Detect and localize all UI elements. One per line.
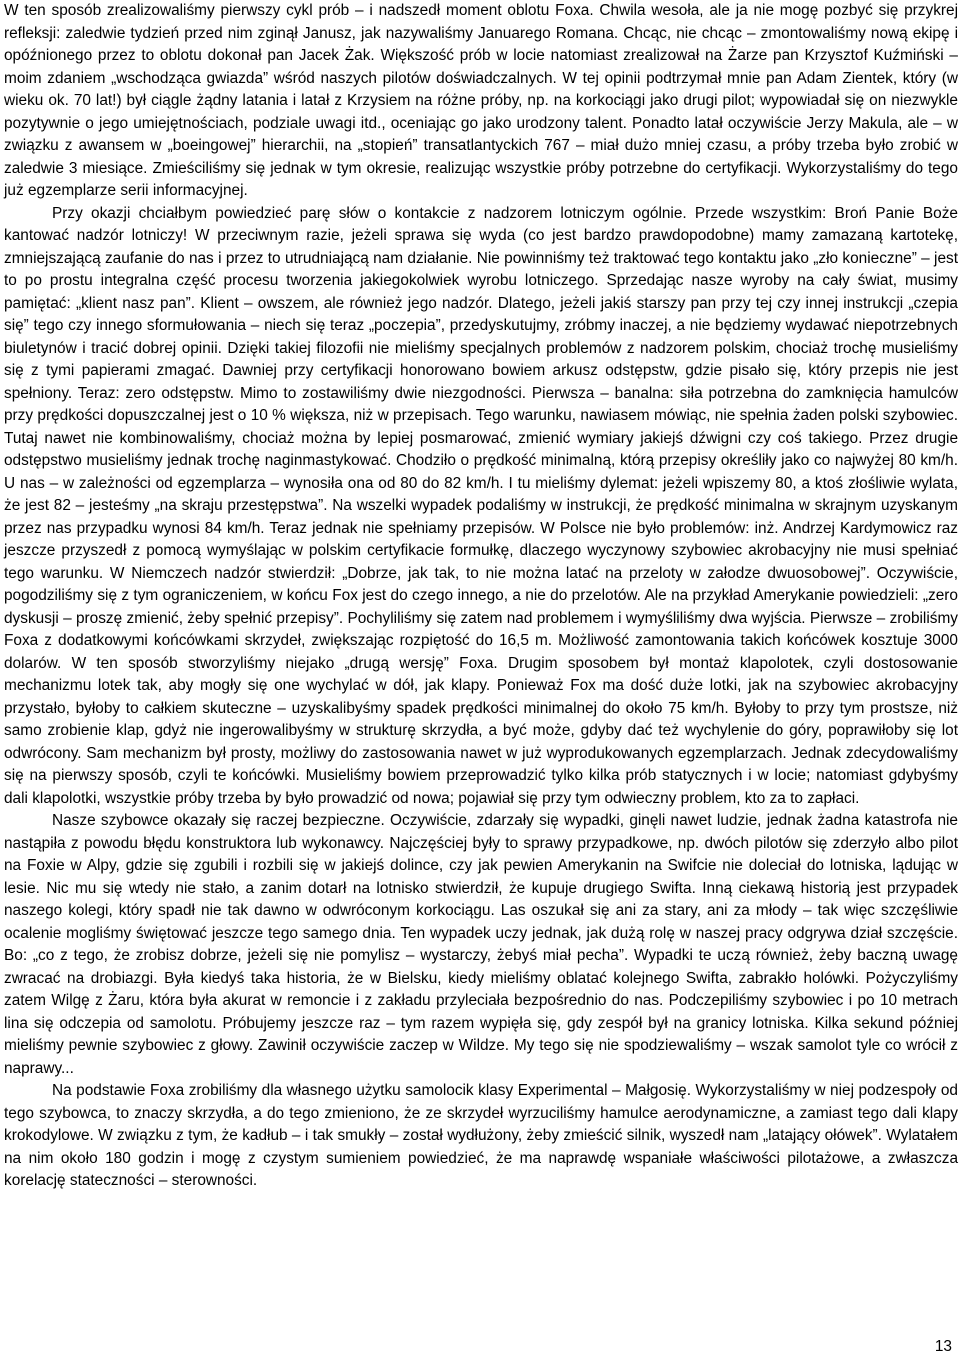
paragraph-3: Nasze szybowce okazały się raczej bezpieczne. Oczywiście, zdarzały się wypadki, ginęli nawet ludzie, jednak żadna katastrofa nie nastąpiła z powodu błędu konstruktora lub wykonawcy. Najczęściej były to sprawy przypadkowe, np. dwóch pilotów się zderzyło albo pilot na Foxie w Alpy, gdzie się zgubili i rozbili się w jakiejś dolince, czy jak pewien Amerykanin na Swifcie nie doleciał do lotniska, lądując w lesie. Nic mu się wtedy nie stało, a zanim dotarł na lotnisko stwierdził, że kupuje drugiego Swifta. Inną ciekawą historią jest przypadek naszego kolegi, który spadł nie tak dawno w odwróconym korkociągu. Las oszukał się ani za stary, ani za młody – tak więc szczęśliwie ocalenie mogliśmy świętować jeszcze tego samego dnia. Ten wypadek uczy jednak, jak dużą rolę w naszej pracy odgrywa dział szczęście. Bo: „co z tego, że zrobisz dobrze, jeżeli się nie pomylisz – wystarczy, żebyś miał pecha”. Wypadki te uczą również, żeby baczną uwagę zwracać na drobiazgi. Była kiedyś taka historia, że w Bielsku, kiedy mieliśmy oblatać kolejnego Swifta, zabrakło holówki. Pożyczyliśmy zatem Wilgę z Żaru, która była akurat w remoncie i z zakładu przyleciała bezpośrednio do nas. Podczepiliśmy szybowiec i po 10 metrach lina się odczepia od samolotu. Próbujemy jeszcze raz – tym razem wypięła się, gdy zespół był na granicy lotniska. Kilka sekund później mieliśmy pewnie szybowiec z głowy. Zawinił oczywiście zaczep w Wildze. My tego się nie spodziewaliśmy – wszak samolot tyle co wrócił z naprawy... [4, 812, 958, 1077]
paragraph-2: Przy okazji chciałbym powiedzieć parę słów o kontakcie z nadzorem lotniczym ogólnie. Przede wszystkim: Broń Panie Boże kantować nadzór lotniczy! W przeciwnym razie, jeżeli sprawa się wyda (co jest bardzo prawdopodobne) mamy zamazaną kartotekę, zmniejszającą zaufanie do nas i przez to utrudniającą nam działanie. Nie powinniśmy też traktować tego kontaktu jako „zło konieczne” – jest to po prostu integralna część procesu tworzenia jakiegokolwiek wyrobu lotniczego. Sprzedając nasze wyroby na cały świat, musimy pamiętać: „klient nasz pan”. Klient – owszem, ale również jego nadzór. Dlatego, jeżeli jakiś starszy pan przy tej czy innej instrukcji „czepia się” tego czy innego sformułowania – niech się teraz „poczepia”, przedyskutujmy, zróbmy inaczej, a nie będziemy wydawać niepotrzebnych biuletynów i tracić dobrej opinii. Dzięki takiej filozofii nie mieliśmy specjalnych problemów z nadzorem polskim, chociaż trochę musieliśmy się z tymi papierami zmagać. Dawniej przy certyfikacji honorowano bowiem arkusz odstępstw, gdzie pisało się, który przepis nie jest spełniony. Teraz: zero odstępstw. Mimo to zostawiliśmy dwie niezgodności. Pierwsza – banalna: siła potrzebna do zamknięcia hamulców przy prędkości dopuszczalnej jest o 10 % większa, niż w przepisach. Tego warunku, nawiasem mówiąc, nie spełnia żaden polski szybowiec. Tutaj nawet nie kombinowaliśmy, chociaż można by lepiej posmarować, zmienić wymiary jakiejś dźwigni czy coś takiego. Przez drugie odstępstwo musieliśmy jednak trochę naginmastykować. Chodziło o prędkość minimalną, którą przepisy określiły jako co najwyżej 80 km/h. U nas – w zależności od egzemplarza – wynosiła ona od 80 do 82 km/h. I tu mieliśmy dylemat: jeżeli wpiszemy 80, a ktoś złośliwie wylata, że jest 82 – jesteśmy „na skraju przestępstwa”. Na wszelki wypadek podaliśmy w instrukcji, że prędkość minimalna w skrajnym uzyskanym przez nas przypadku wynosi 84 km/h. Teraz jednak nie spełniamy przepisów. W Polsce nie było problemów: inż. Andrzej Kardymowicz raz jeszcze przyszedł z pomocą wymyślając w polskim certyfikacie formułkę, dlaczego wyczynowy szybowiec akrobacyjny nie musi spełniać tego warunku. W Niemczech nadzór stwierdził: „Dobrze, jak tak, to nie można latać na przeloty w załodze dwuosobowej”. Oczywiście, pogodziliśmy się z tym ograniczeniem, w końcu Fox jest do czego innego, a nie do przelotów. Ale na przykład Amerykanie powiedzieli: „zero dyskusji – proszę zmienić, żeby spełnić przepisy”. Pochyliliśmy się zatem nad problemem i wymyśliliśmy dwa wyjścia. Pierwsze – zrobiliśmy Foxa z dodatkowymi końcówkami skrzydeł, zwiększając rozpiętość do 16,5 m. Możliwość zamontowania takich końcówek kosztuje 3000 dolarów. W ten sposób stworzyliśmy niejako „drugą wersję” Foxa. Drugim sposobem był montaż klapolotek, czyli dostosowanie mechanizmu lotek tak, aby mogły się one wychylać w dół, jak klapy. Ponieważ Fox ma dość duże lotki, jak na szybowiec akrobacyjny przystało, byłoby to całkiem skuteczne – uzyskalibyśmy spadek prędkości minimalnej do około 75 km/h. Byłoby to przy tym prostsze, niż samo zrobienie klap, gdyż nie ingerowalibyśmy w strukturę skrzydła, a być może, gdyby dać też wychylenie do góry, poprawiłoby się lot odwrócony. Sam mechanizm był prosty, możliwy do zastosowania nawet w już wyprodukowanych egzemplarzach. Jednak zdecydowaliśmy się na pierwszy sposób, czyli te końcówki. Musieliśmy bowiem przeprowadzić tylko kilka prób statycznych i w locie; natomiast gdybyśmy dali klapolotki, wszystkie próby trzeba by było prowadzić od nowa; pojawiał się przy tym odwieczny problem, kto za to zapłaci. [4, 204, 958, 807]
paragraph-4: Na podstawie Foxa zrobiliśmy dla własnego użytku samolocik klasy Experimental – Małgosię. Wykorzystaliśmy w niej podzespoły od tego szybowca, to znaczy skrzydła, a do tego zmieniono, że ze skrzydeł wyrzuciliśmy hamulce aerodynamiczne, a zamiast tego dali klapy krokodylowe. W związku z tym, że kadłub – i tak smukły – został wydłużony, żeby zmieścić silnik, wyszedł nam „latający ołówek”. Wylatałem na nim około 180 godzin i mogę z czystym sumieniem powiedzieć, że ma naprawdę wspaniałe właściwości pilotażowe, a zwłaszcza korelację stateczności – sterowności. [4, 1082, 958, 1189]
paragraph-1: W ten sposób zrealizowaliśmy pierwszy cykl prób – i nadszedł moment oblotu Foxa. Chwila wesoła, ale ja nie mogę pozbyć się przykrej refleksji: zaledwie tydzień przed nim zginął Janusz, jak nazywaliśmy Januarego Romana. Chcąc, nie chcąc – zmontowaliśmy nową ekipę i opóźnionego przez to oblotu dokonał pan Jacek Żak. Większość prób w locie natomiast zrealizował na Żarze pan Krzysztof Kuźmiński – moim zdaniem „wschodząca gwiazda” wśród naszych pilotów doświadczalnych. W tej opinii podtrzymał mnie pan Adam Zientek, który (w wieku ok. 70 lat!) był ciągle żądny latania i latał z Krzysiem na różne próby, np. na korkociągi jako drugi pilot; wypowiadał się on niezwykle pozytywnie o jego umiejętnościach, podziale uwagi itd., oceniając go jako urodzony talent. Ponadto latał oczywiście Jerzy Makula, ale – w związku z awansem w „boeingowej” hierarchii, na „stopień” transatlantyckich 767 – miał dużo mniej czasu, a próby trzeba było zrobić w zaledwie 3 miesiące. Zmieściliśmy się jednak w tym okresie, realizując wszystkie próby potrzebne do certyfikacji. Wykorzystaliśmy do tego już egzemplarze serii informacyjnej. [4, 2, 958, 199]
page-number: 13 [934, 1338, 952, 1355]
document-page [4, 0, 958, 1193]
